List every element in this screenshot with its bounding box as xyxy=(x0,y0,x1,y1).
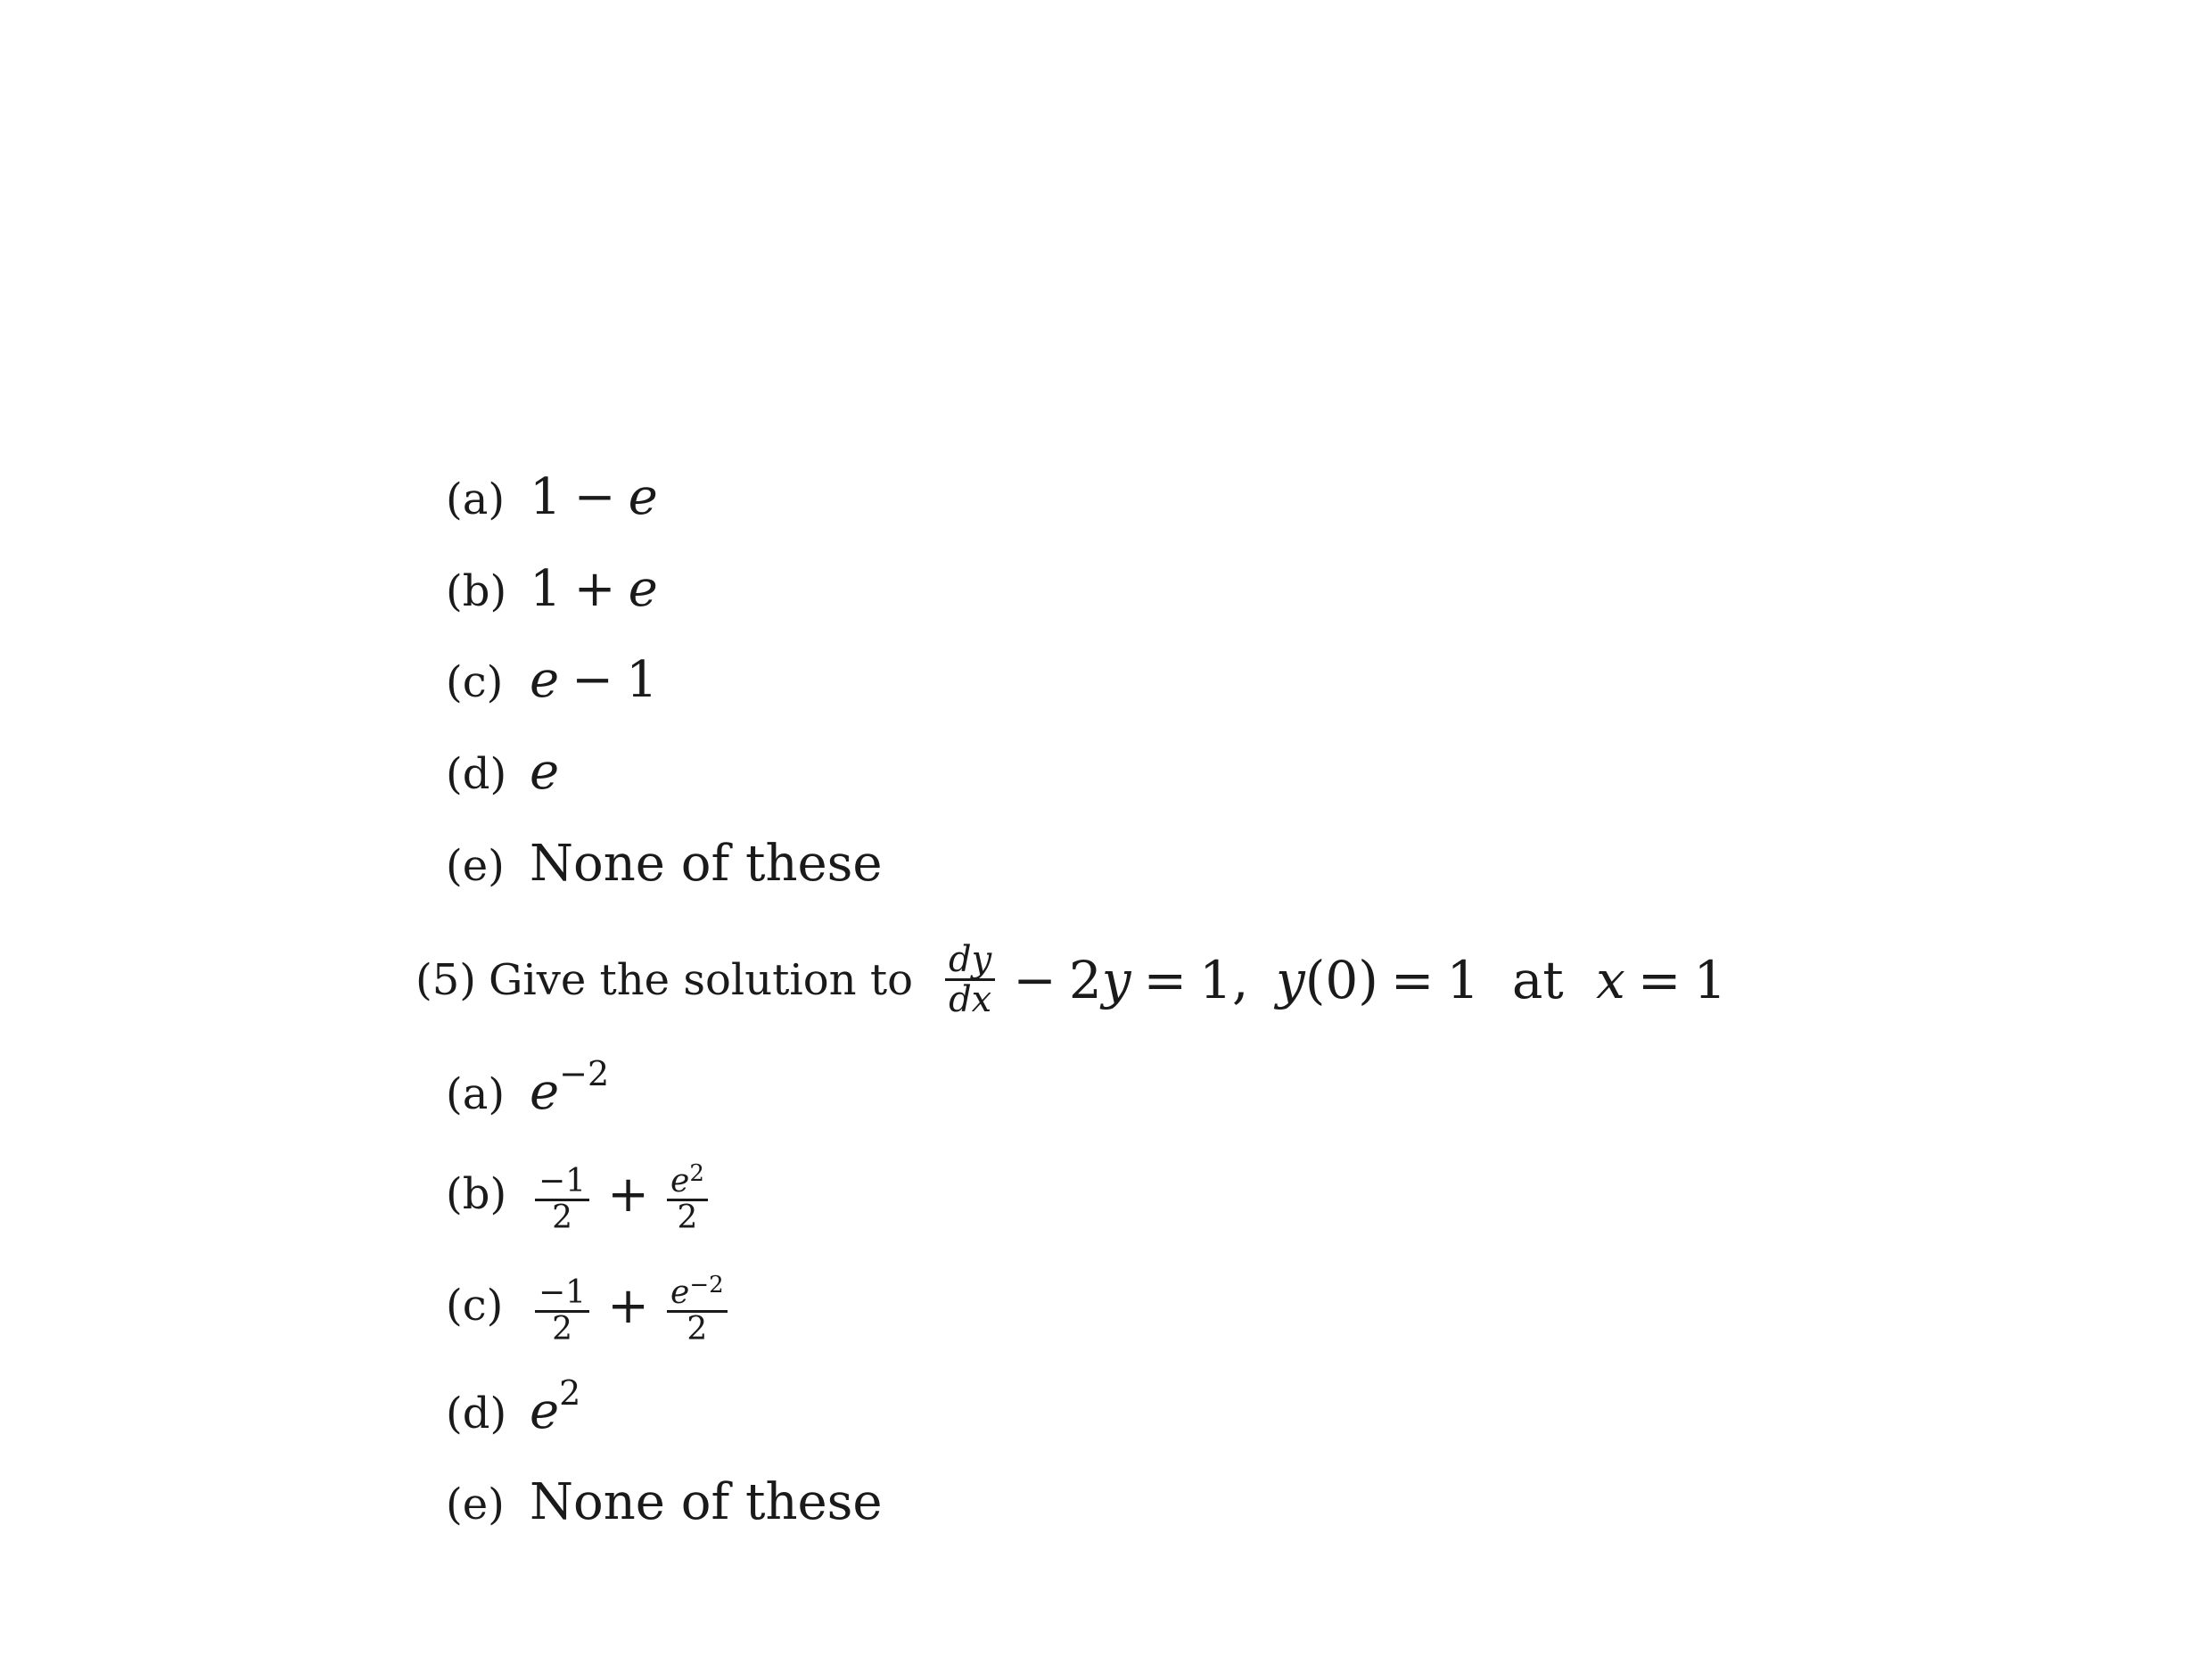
option-label: (b) xyxy=(446,566,507,616)
option-label: (d) xyxy=(446,749,507,799)
fraction-denominator: 2 xyxy=(552,1310,572,1348)
fraction xyxy=(667,1160,708,1236)
exponent: −2 xyxy=(559,1054,610,1093)
fraction-denominator: 2 xyxy=(677,1199,698,1236)
option-label: (a) xyxy=(446,474,506,524)
operator: − xyxy=(1013,949,1057,1010)
q5-option-d xyxy=(446,1373,581,1440)
q5-prompt xyxy=(415,941,1726,1018)
q4-option-c xyxy=(446,651,658,709)
equation xyxy=(1000,950,1726,1010)
fraction xyxy=(535,1276,589,1347)
term: 1 xyxy=(626,651,658,709)
word-at: at xyxy=(1511,949,1564,1010)
coefficient: 2 xyxy=(1068,949,1102,1010)
fraction-numerator xyxy=(667,1272,728,1313)
q4-option-e xyxy=(446,835,883,893)
operator: = xyxy=(1143,949,1188,1010)
operator: + xyxy=(607,1165,649,1224)
operator: + xyxy=(573,560,616,618)
option-label: (a) xyxy=(446,1069,506,1119)
fraction-denominator: dx xyxy=(949,979,992,1020)
term: 1 xyxy=(530,560,562,618)
option-expr xyxy=(530,1054,610,1121)
option-label: (c) xyxy=(446,1281,504,1331)
q4-option-b xyxy=(446,560,658,618)
fraction-denominator: 2 xyxy=(552,1199,572,1236)
option-text: None of these xyxy=(530,835,883,893)
base: e xyxy=(530,1063,560,1121)
operator: − xyxy=(573,468,616,526)
fraction xyxy=(535,1165,589,1235)
option-expr: e xyxy=(530,743,560,801)
term: e xyxy=(628,468,658,526)
fraction-numerator xyxy=(667,1160,708,1201)
operator: − xyxy=(572,651,614,709)
option-label: (c) xyxy=(446,657,504,707)
base: e xyxy=(670,1163,690,1199)
derivative-fraction xyxy=(945,941,995,1018)
argument: (0) xyxy=(1304,949,1378,1010)
term: e xyxy=(530,651,560,709)
q5-option-a xyxy=(446,1054,610,1121)
base: e xyxy=(670,1274,690,1311)
question-text: Give the solution to xyxy=(489,954,914,1005)
q5-option-b xyxy=(446,1159,713,1236)
option-label: (e) xyxy=(446,841,505,891)
operator: = xyxy=(1637,949,1682,1010)
variable: x xyxy=(1596,949,1625,1010)
fraction-numerator: −1 xyxy=(535,1165,589,1201)
option-label: (b) xyxy=(446,1169,507,1220)
fraction-numerator: −1 xyxy=(535,1276,589,1313)
constant: 1 xyxy=(1693,949,1727,1010)
option-label: (e) xyxy=(446,1480,505,1529)
fraction-numerator: dy xyxy=(945,941,995,981)
term: 1 xyxy=(530,468,562,526)
fraction xyxy=(667,1272,728,1348)
q5-option-e xyxy=(446,1473,883,1531)
option-text: None of these xyxy=(530,1473,883,1531)
constant: 1, xyxy=(1199,949,1249,1010)
option-expr xyxy=(530,560,658,618)
exponent: 2 xyxy=(559,1373,581,1413)
q5-option-c xyxy=(446,1271,733,1348)
option-label: (d) xyxy=(446,1389,507,1439)
base: e xyxy=(530,1382,560,1440)
exponent: 2 xyxy=(689,1160,704,1187)
term: e xyxy=(628,560,658,618)
fraction-denominator: 2 xyxy=(687,1310,708,1348)
exponent: −2 xyxy=(689,1272,724,1298)
q4-option-a xyxy=(446,468,658,526)
option-expr xyxy=(530,1373,581,1440)
operator: + xyxy=(607,1276,649,1335)
option-expr xyxy=(530,651,658,709)
question-number: (5) xyxy=(415,954,476,1005)
operator: = xyxy=(1390,949,1435,1010)
constant: 1 xyxy=(1446,949,1480,1010)
variable: y xyxy=(1275,949,1305,1010)
q4-option-d xyxy=(446,743,559,801)
variable: y xyxy=(1101,949,1131,1010)
option-expr xyxy=(530,468,658,526)
